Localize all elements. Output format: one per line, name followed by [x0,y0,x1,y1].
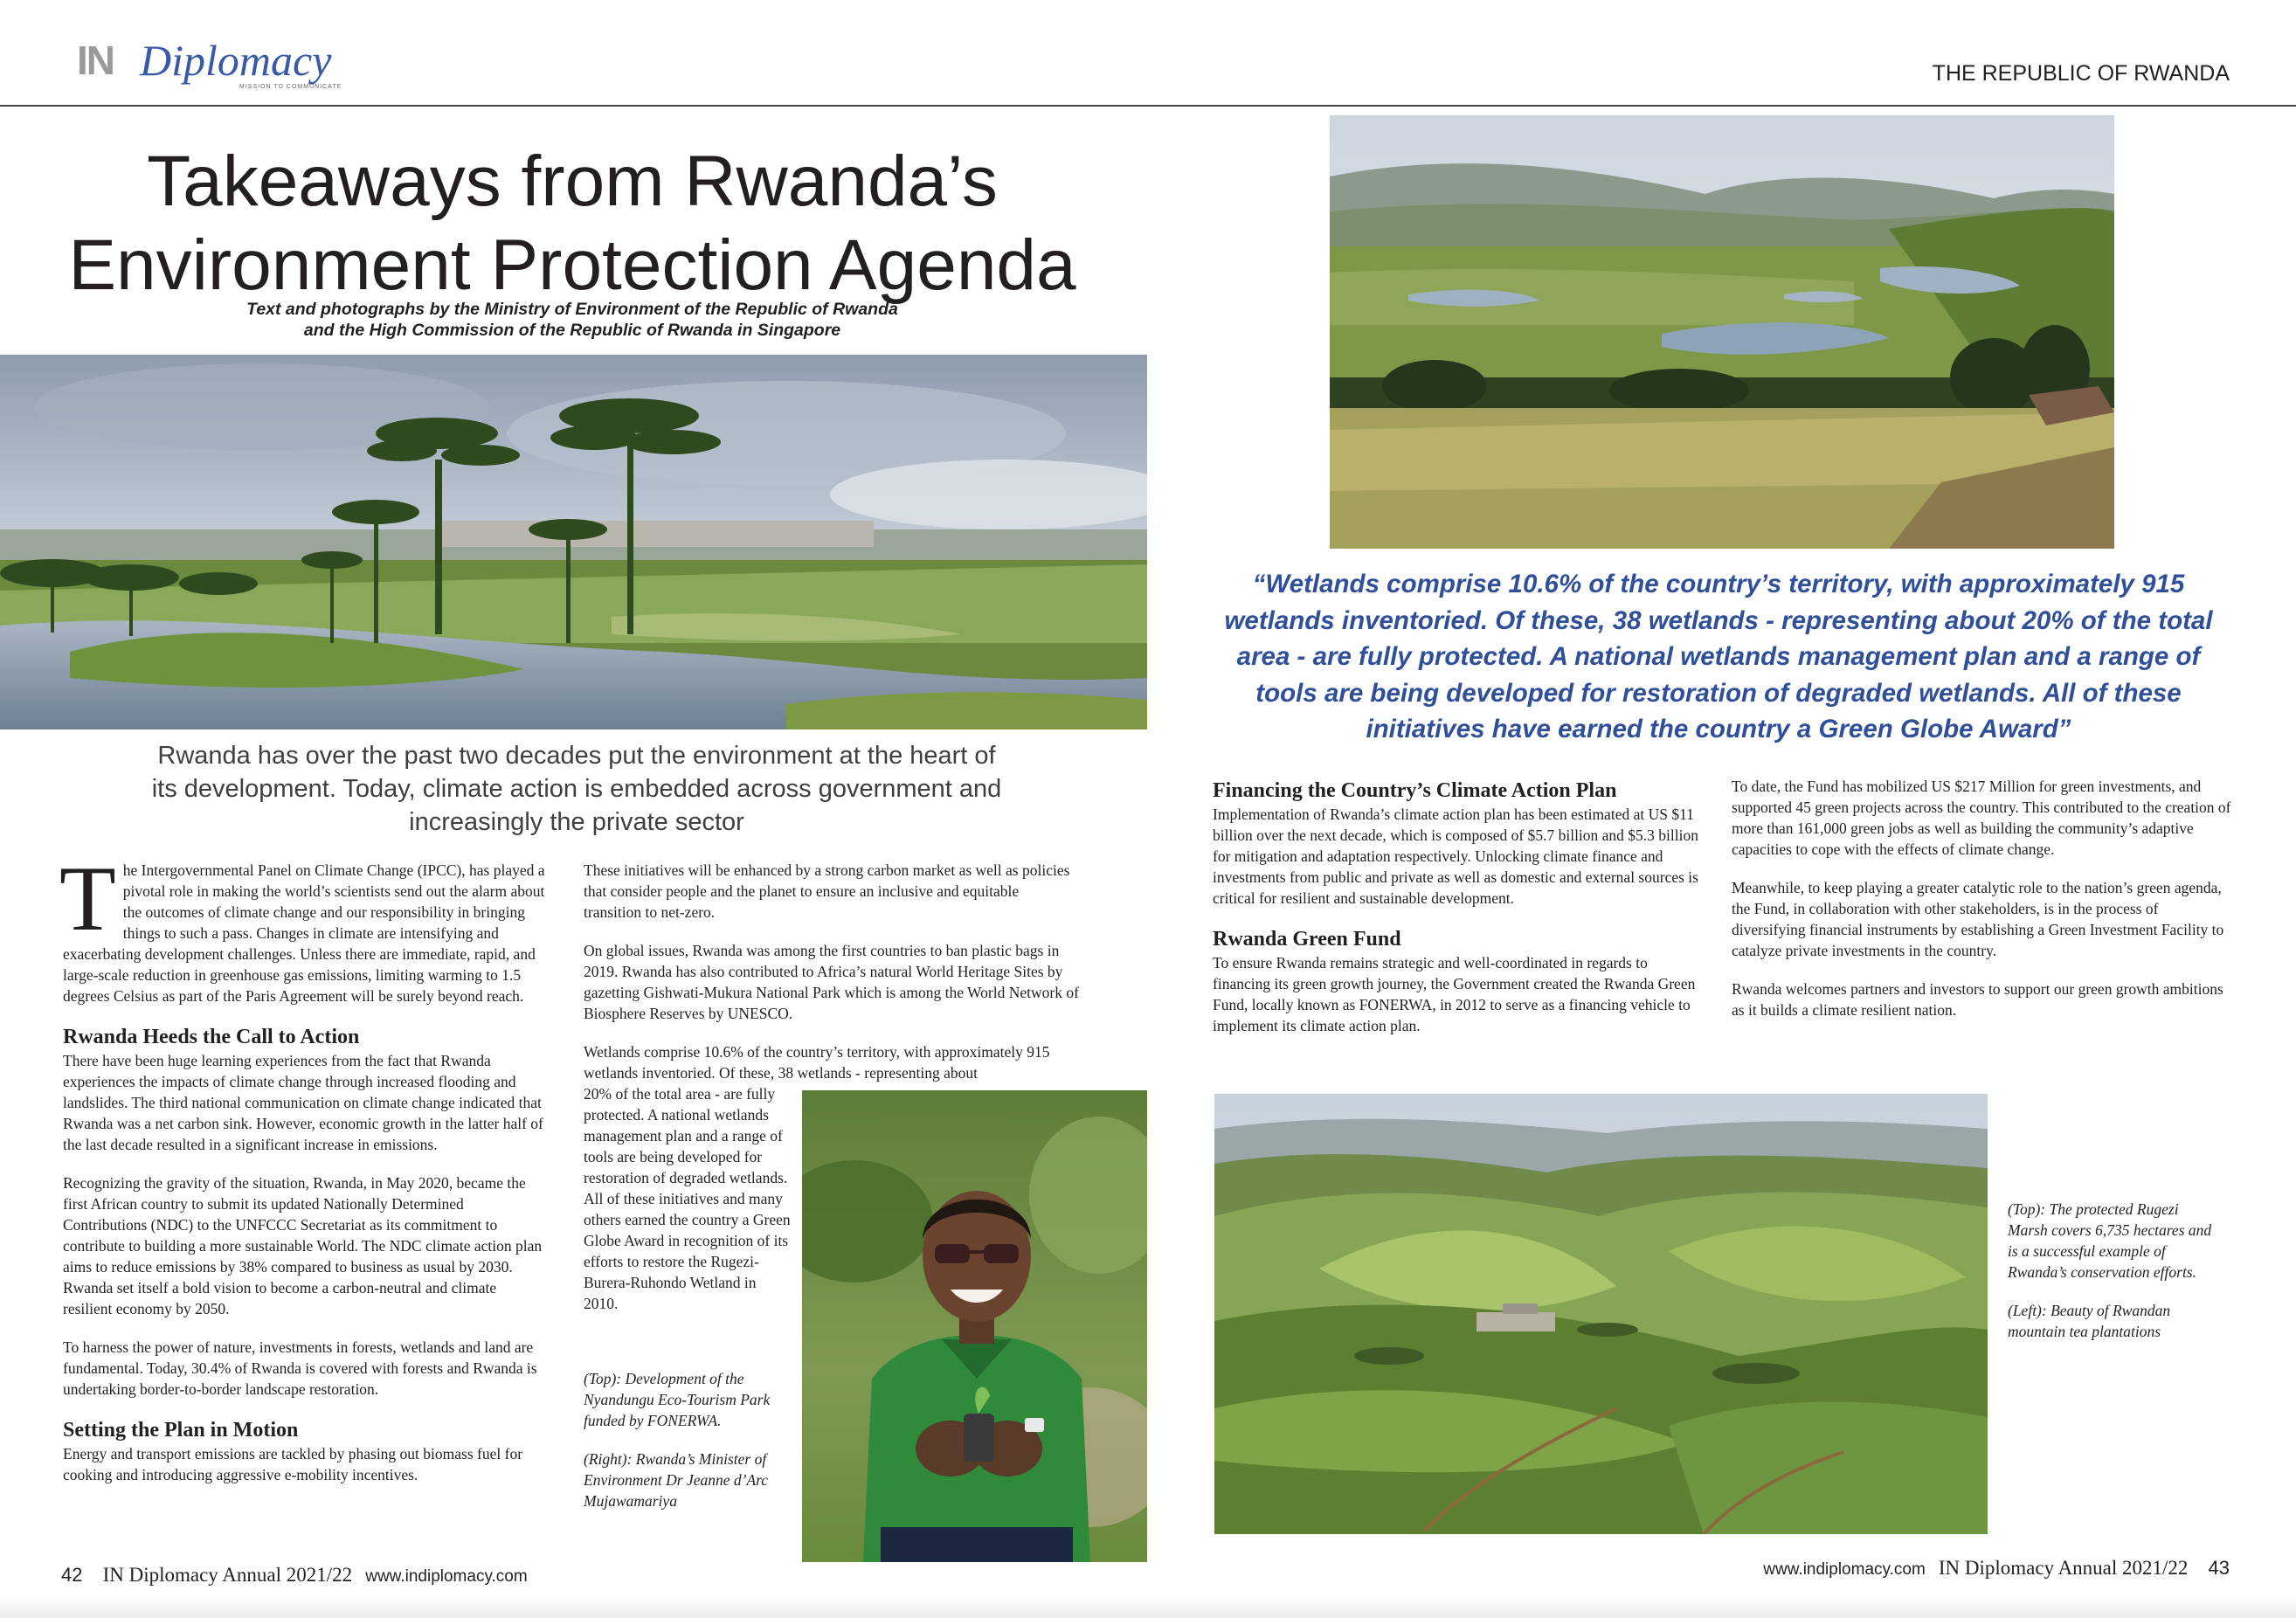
right-column-1 [1213,778,1702,1054]
title-line-2: Environment Protection Agenda [68,225,1076,305]
section-title: THE REPUBLIC OF RWANDA [1932,61,2230,86]
left-captions [584,1368,793,1529]
paragraph-right-2: Meanwhile, to keep playing a greater catalytic role to the nation’s green agenda, the Fund, in collaboration with other stakeholders, is in the process of diversifying financial instruments by establishing a Green Investment Facility to catalyze private investments in the country. [1732,879,2224,959]
right-page-number: 43 [2208,1557,2230,1579]
photo-minister [802,1090,1147,1562]
footer-left [61,1564,528,1590]
byline-line-1: Text and photographs by the Ministry of Environment of the Republic of Rwanda [246,300,898,319]
paragraph-col2-c-full: Wetlands comprise 10.6% of the country’s territory, with approximately 915 wetlands inventoried. Of these, 38 wetlands - representing about [584,1043,1050,1082]
left-page-number: 42 [61,1564,83,1586]
paragraph-col2-b: On global issues, Rwanda was among the first countries to ban plastic bags in 2019. Rwanda has also contributed to Africa’s natural World Heritage Sites by gazetting Gishwati-Mukura National Park which is among the World Network of Biosphere Reserves by UNESCO. [584,942,1079,1022]
caption-nyandungu: (Top): Development of the Nyandungu Eco-Tourism Park funded by FONERWA. [584,1370,771,1429]
paragraph-green-fund: To ensure Rwanda remains strategic and well-coordinated in regards to financing its green growth journey, the Government created the Rwanda Green Fund, locally known as FONERWA, in 2012 to serve as a financing vehicle to implement its climate action plan. [1213,954,1696,1034]
header-rule [0,105,2296,107]
right-publication: IN Diplomacy Annual 2021/22 [1938,1557,2189,1579]
caption-rugezi: (Top): The protected Rugezi Marsh covers 6,735 hectares and is a successful example of Rwanda’s conservation efforts. [2008,1200,2212,1281]
footer-right [1763,1557,2230,1583]
title-line-1: Takeaways from Rwanda’s [147,142,998,221]
heading-green-fund: Rwanda Green Fund [1213,928,1401,951]
photo-rugezi-marsh [1330,115,2114,549]
drop-cap: T [59,847,116,950]
paragraph-financing: Implementation of Rwanda’s climate action plan has been estimated at US $11 billion over the next decade, which is composed of $5.7 billion and $5.3 billion for mitigation and adaptation respectively. Unlocking climate finance and investments from public and private as well as domestic and external sources is critical for resilient and sustainable development. [1213,806,1699,907]
intro-paragraph [59,847,549,1006]
paragraph-call-3: To harness the power of nature, investments in forests, wetlands and land are fundamental. Today, 30.4% of Rwanda is covered with forests and Rwanda is undertaking border-to-border landscape restoration. [63,1338,537,1398]
header-logo[interactable] [77,33,356,94]
paragraph-right-3: Rwanda welcomes partners and investors to support our green growth ambitions as it builds a climate resilient nation. [1732,980,2223,1019]
paragraph-call-2: Recognizing the gravity of the situation, Rwanda, in May 2020, became the first African country to submit its updated Nationally Determined Contributions (NDC) to the UNFCCC Secretariat as its commitment to contribute to building a more sustainable World. The NDC climate action plan aims to reduce emissions by 38% compared to business as usual by 2030. Rwanda set itself a bold vision to become a carbon-neutral and climate resilient economy by 2050. [63,1174,543,1317]
logo-in: IN [77,38,114,83]
pull-quote: “Wetlands comprise 10.6% of the country’s territory, with approximately 915 wetlands inventoried. Of these, 38 wetlands - representing about 20% of the total area - are fully protected. A national wetlands management plan and a range of tools are being developed for restoration of degraded wetlands. All of these initiatives have earned the country a Green Globe Award” [1224,570,2213,743]
paragraph-plan-1: Energy and transport emissions are tackled by phasing out biomass fuel for cooking and introducing aggressive e-mobility incentives. [63,1445,523,1483]
heading-call-to-action: Rwanda Heeds the Call to Action [63,1026,360,1048]
paragraph-call-1: There have been huge learning experiences from the fact that Rwanda experiences the impacts of climate change through increased flooding and landslides. The third national communication on climate change indicated that Rwanda was a net carbon sink. However, economic growth in the latter half of the last decade resulted in a significant increase in emissions. [63,1052,543,1153]
page-gutter-shadow [0,1595,2296,1618]
intro-text: he Intergovernmental Panel on Climate Change (IPCC), has played a pivotal role in making the world’s scientists send out the alarm about the outcomes of climate change and our responsibility in bringing things to such a pass. Changes in climate are intensifying and exacerbating development challenges. Unless there are immediate, rapid, and large-scale reduction in greenhouse gas emissions, limiting warming to 1.5 degrees Celsius as part of the Paris Agreement will be surely beyond reach. [63,861,545,1005]
paragraph-right-1: To date, the Fund has mobilized US $217 Million for green investments, and supported 45 green projects across the country. This contributed to the creation of more than 161,000 green jobs as well as building the community’s adaptive capacities to cope with the effects of climate change. [1732,778,2231,858]
right-column-2 [1732,776,2234,1038]
right-captions [2008,1199,2217,1359]
heading-financing: Financing the Country’s Climate Action Plan [1213,779,1617,802]
left-url[interactable]: www.indiplomacy.com [365,1567,528,1586]
standfirst-line-3: increasingly the private sector [409,808,744,836]
heading-plan-in-motion: Setting the Plan in Motion [63,1419,299,1442]
left-publication: IN Diplomacy Annual 2021/22 [102,1564,353,1586]
photo-tea-plantations [1214,1094,1988,1534]
caption-tea: (Left): Beauty of Rwandan mountain tea plantations [2008,1302,2171,1340]
logo-word: Diplomacy [140,36,332,85]
paragraph-col2-a: These initiatives will be enhanced by a strong carbon market as well as policies that consider people and the planet to ensure an inclusive and equitable transition to net-zero. [584,861,1070,921]
logo-tagline: MISSION TO COMMUNICATE [239,84,342,90]
right-url[interactable]: www.indiplomacy.com [1763,1560,1926,1579]
left-column-1 [59,847,549,1503]
photo-lake-acacias [0,355,1147,729]
standfirst-line-2: its development. Today, climate action is embedded across government and [151,775,1002,803]
paragraph-col2-c-narrow: 20% of the total area - are fully protected. A national wetlands management plan and a range of tools are being developed for restoration of degraded wetlands. All of these initiatives and many others earned the country a Green Globe Award in recognition of its efforts to restore the Rugezi-Burera-Ruhondo Wetland in 2010. [584,1085,791,1312]
article-title [0,140,1145,308]
byline-line-2: and the High Commission of the Republic of Rwanda in Singapore [303,321,841,340]
caption-minister: (Right): Rwanda’s Minister of Environment Dr Jeanne d’Arc Mujawamariya [584,1450,769,1510]
standfirst [61,739,1092,839]
standfirst-line-1: Rwanda has over the past two decades put the environment at the heart of [157,742,996,770]
byline [0,299,1145,341]
